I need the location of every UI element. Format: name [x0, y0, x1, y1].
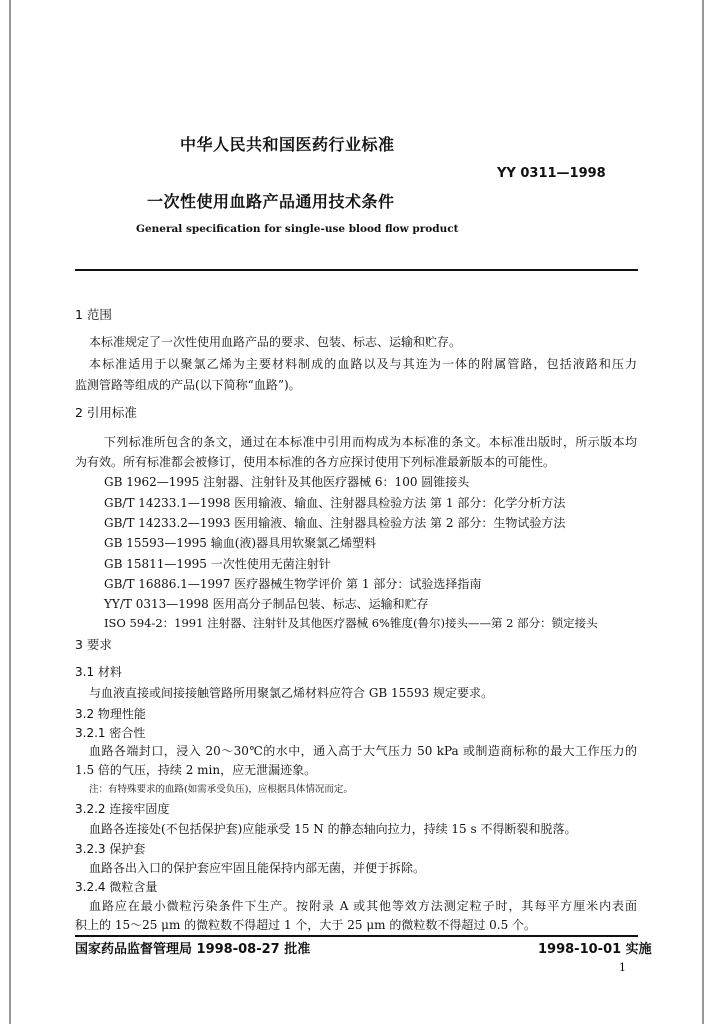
standard-number: YY 0311—1998 [497, 166, 606, 181]
footer-rule [75, 935, 638, 937]
section-3-2-4-text-a: 血路应在最小微粒污染条件下生产。按附录 A 或其他等效方法测定粒子时，其每平方厘米内表面 [89, 899, 637, 913]
implementation-date: 1998-10-01 实施 [538, 942, 652, 957]
section-2-heading: 2 引用标准 [75, 405, 137, 420]
section-3-2-4-text-b: 积上的 15～25 μm 的微粒数不得超过 1 个，大于 25 μm 的微粒数不得超过 0.5 个。 [75, 918, 537, 932]
header-rule [75, 269, 638, 271]
section-1-heading: 1 范围 [75, 307, 112, 322]
reference-gbt-14233-1: GB/T 14233.1—1998 医用输液、输血、注射器具检验方法 第 1 部分：化学分析方法 [104, 496, 566, 510]
reference-iso-594-2: ISO 594-2：1991 注射器、注射针及其他医疗器械 6%锥度(鲁尔)接头——第 2 部分：锁定接头 [104, 616, 598, 630]
document-title-en: General specification for single-use blood flow product [136, 223, 459, 235]
reference-gbt-14233-2: GB/T 14233.2—1993 医用输液、输血、注射器具检验方法 第 2 部分：生物试验方法 [104, 516, 566, 530]
section-1-para-2b: 监测管路等组成的产品(以下简称“血路”)。 [75, 378, 301, 392]
section-3-2-1-heading: 3.2.1 密合性 [75, 726, 146, 740]
section-1-para-2a: 本标准适用于以聚氯乙烯为主要材料制成的血路以及与其连为一体的附属管路，包括液路和压力 [89, 357, 637, 371]
section-3-2-1-text-b: 1.5 倍的气压，持续 2 min，应无泄漏迹象。 [75, 763, 317, 777]
section-3-2-3-heading: 3.2.3 保护套 [75, 842, 146, 856]
reference-gbt-16886-1: GB/T 16886.1—1997 医疗器械生物学评价 第 1 部分：试验选择指南 [104, 577, 482, 591]
section-3-1-text: 与血液直接或间接接触管路所用聚氯乙烯材料应符合 GB 15593 规定要求。 [89, 686, 494, 700]
section-3-1-heading: 3.1 材料 [75, 665, 122, 679]
section-3-2-2-text: 血路各连接处(不包括保护套)应能承受 15 N 的静态轴向拉力，持续 15 s 不得断裂和脱落。 [89, 822, 577, 836]
reference-gb-15593: GB 15593—1995 输血(液)器具用软聚氯乙烯塑料 [104, 536, 377, 550]
reference-gb-15811: GB 15811—1995 一次性使用无菌注射针 [104, 557, 331, 571]
reference-yyt-0313: YY/T 0313—1998 医用高分子制品包装、标志、运输和贮存 [104, 597, 429, 611]
section-3-2-heading: 3.2 物理性能 [75, 707, 146, 721]
section-1-para-1: 本标准规定了一次性使用血路产品的要求、包装、标志、运输和贮存。 [89, 335, 462, 349]
section-2-para-1a: 下列标准所包含的条文，通过在本标准中引用而构成为本标准的条文。本标准出版时，所示版本均 [104, 435, 637, 449]
section-3-2-1-text-a: 血路各端封口，浸入 20～30℃的水中，通入高于大气压力 50 kPa 或制造商标称的最大工作压力的 [89, 744, 637, 758]
left-scan-edge [9, 0, 11, 1024]
section-3-2-1-note: 注：有特殊要求的血路(如需承受负压)，应根据具体情况而定。 [89, 784, 353, 795]
section-2-para-1b: 为有效。所有标准都会被修订，使用本标准的各方应探讨使用下列标准最新版本的可能性。 [75, 455, 556, 469]
org-title: 中华人民共和国医药行业标准 [180, 135, 395, 154]
section-3-2-4-heading: 3.2.4 微粒含量 [75, 880, 158, 894]
section-3-2-3-text: 血路各出入口的保护套应牢固且能保持内部无菌，并便于拆除。 [89, 861, 426, 875]
reference-gb-1962: GB 1962—1995 注射器、注射针及其他医疗器械 6：100 圆锥接头 [104, 475, 470, 489]
section-3-2-2-heading: 3.2.2 连接牢固度 [75, 802, 170, 816]
section-3-heading: 3 要求 [75, 637, 112, 652]
right-scan-edge [702, 0, 704, 1024]
document-title-cn: 一次性使用血路产品通用技术条件 [147, 192, 395, 211]
approval-line: 国家药品监督管理局 1998-08-27 批准 [75, 942, 311, 957]
page-number: 1 [619, 961, 626, 974]
